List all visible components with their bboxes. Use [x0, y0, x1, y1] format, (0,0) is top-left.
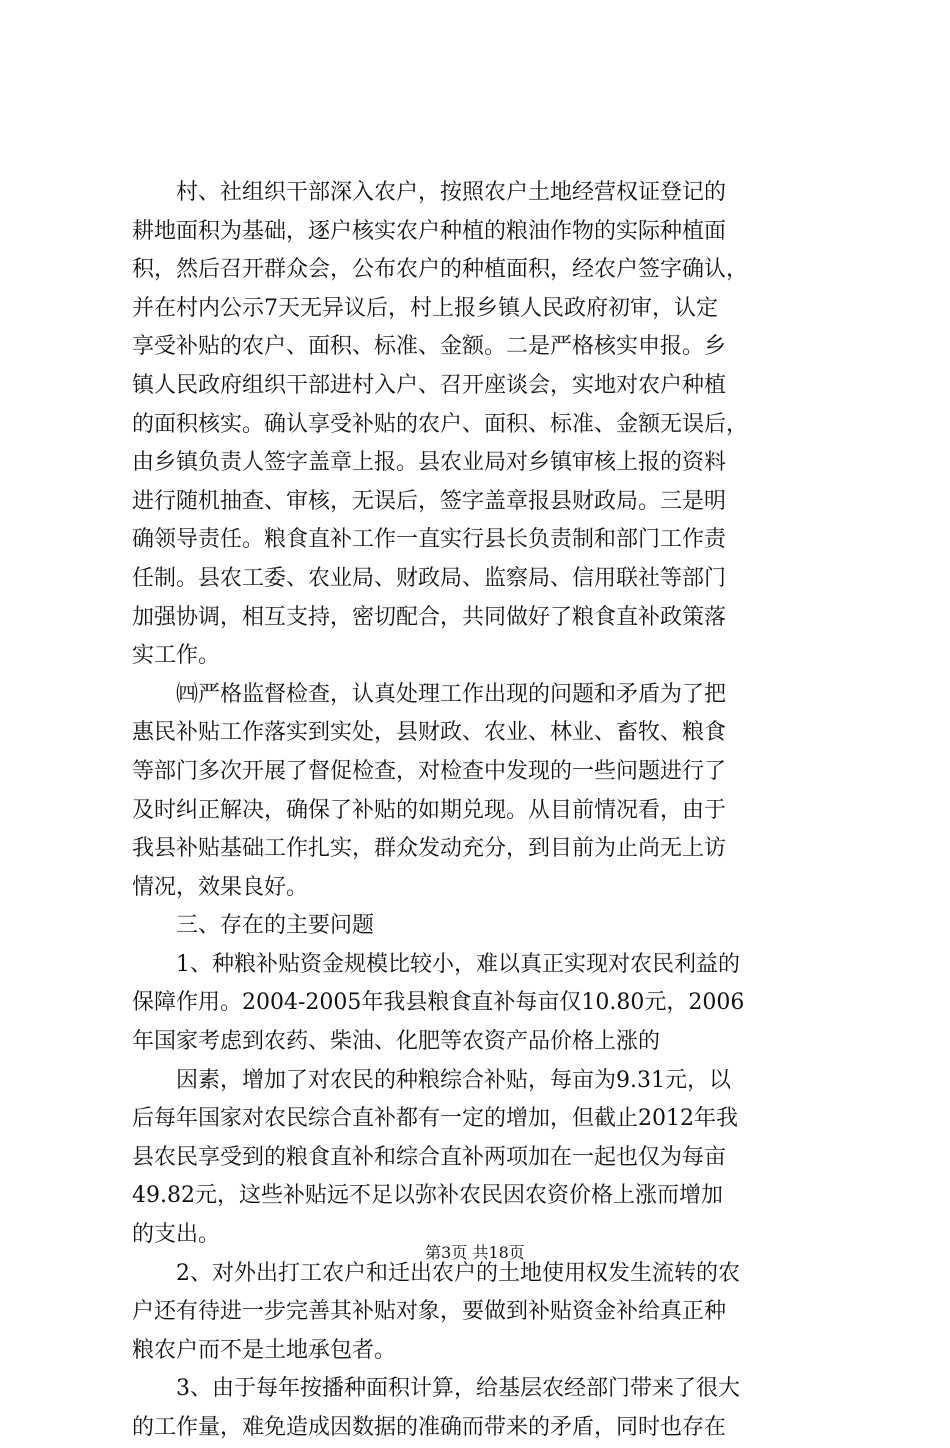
text-line: 的支出。: [132, 1222, 221, 1248]
text-line: 情况，效果良好。: [132, 874, 309, 900]
text-line: 粮农户而不是土地承包者。: [132, 1337, 397, 1363]
text-line: 年国家考虑到农药、柴油、化肥等农资产品价格上涨的: [132, 1029, 661, 1055]
text-line: 并在村内公示7天无异议后，村上报乡镇人民政府初审，认定: [132, 295, 718, 321]
text-line: 等部门多次开展了督促检查，对检查中发现的一些问题进行了: [132, 758, 727, 784]
text-line: 3、由于每年按播种面积计算，给基层农经部门带来了很大: [132, 1376, 740, 1402]
text-line: 加强协调，相互支持，密切配合，共同做好了粮食直补政策落: [132, 604, 727, 630]
text-line: 实工作。: [132, 643, 221, 669]
text-line: 镇人民政府组织干部进村入户、召开座谈会，实地对农户种植: [132, 372, 727, 398]
text-line: 及时纠正解决，确保了补贴的如期兑现。从目前情况看，由于: [132, 797, 727, 823]
text-line: 村、社组织干部深入农户，按照农户土地经营权证登记的: [132, 180, 727, 205]
text-line: 任制。县农工委、农业局、财政局、监察局、信用联社等部门: [132, 565, 727, 591]
text-line: 的工作量，难免造成因数据的准确而带来的矛盾，同时也存在: [132, 1415, 727, 1440]
text-line: 确领导责任。粮食直补工作一直实行县长负责制和部门工作责: [132, 527, 727, 553]
text-line: 惠民补贴工作落实到实处，县财政、农业、林业、畜牧、粮食: [132, 720, 727, 746]
text-line: 保障作用。2004-2005年我县粮食直补每亩仅10.80元，2006: [132, 990, 745, 1016]
text-line: 积，然后召开群众会，公布农户的种植面积，经农户签字确认，: [132, 257, 749, 283]
text-line: 享受补贴的农户、面积、标准、金额。二是严格核实申报。乡: [132, 334, 727, 360]
text-line: 进行随机抽查、审核，无误后，签字盖章报县财政局。三是明: [132, 488, 727, 514]
text-line: 由乡镇负责人签字盖章上报。县农业局对乡镇审核上报的资料: [132, 450, 727, 476]
text-line: 1、种粮补贴资金规模比较小，难以真正实现对农民利益的: [132, 951, 740, 977]
text-line: 我县补贴基础工作扎实，群众发动充分，到目前为止尚无上访: [132, 836, 727, 862]
text-line: 的面积核实。确认享受补贴的农户、面积、标准、金额无误后，: [132, 411, 749, 437]
text-line: 户还有待进一步完善其补贴对象，要做到补贴资金补给真正种: [132, 1299, 727, 1325]
text-line: ㈣严格监督检查，认真处理工作出现的问题和矛盾为了把: [132, 681, 727, 707]
text-line: 耕地面积为基础，逐户核实农户种植的粮油作物的实际种植面: [132, 218, 727, 244]
text-line: 2、对外出打工农户和迁出农户的土地使用权发生流转的农: [132, 1260, 740, 1286]
text-line: 49.82元，这些补贴远不足以弥补农民因农资价格上涨而增加: [132, 1183, 723, 1209]
text-line: 三、存在的主要问题: [132, 913, 375, 939]
text-line: 因素，增加了对农民的种粮综合补贴，每亩为9.31元，以: [132, 1067, 731, 1093]
text-line: 县农民享受到的粮食直补和综合直补两项加在一起也仅为每亩: [132, 1144, 727, 1170]
text-line: 后每年国家对农民综合直补都有一定的增加，但截止2012年我: [132, 1106, 738, 1132]
page-footer: 第3页 共18页: [425, 1243, 525, 1262]
